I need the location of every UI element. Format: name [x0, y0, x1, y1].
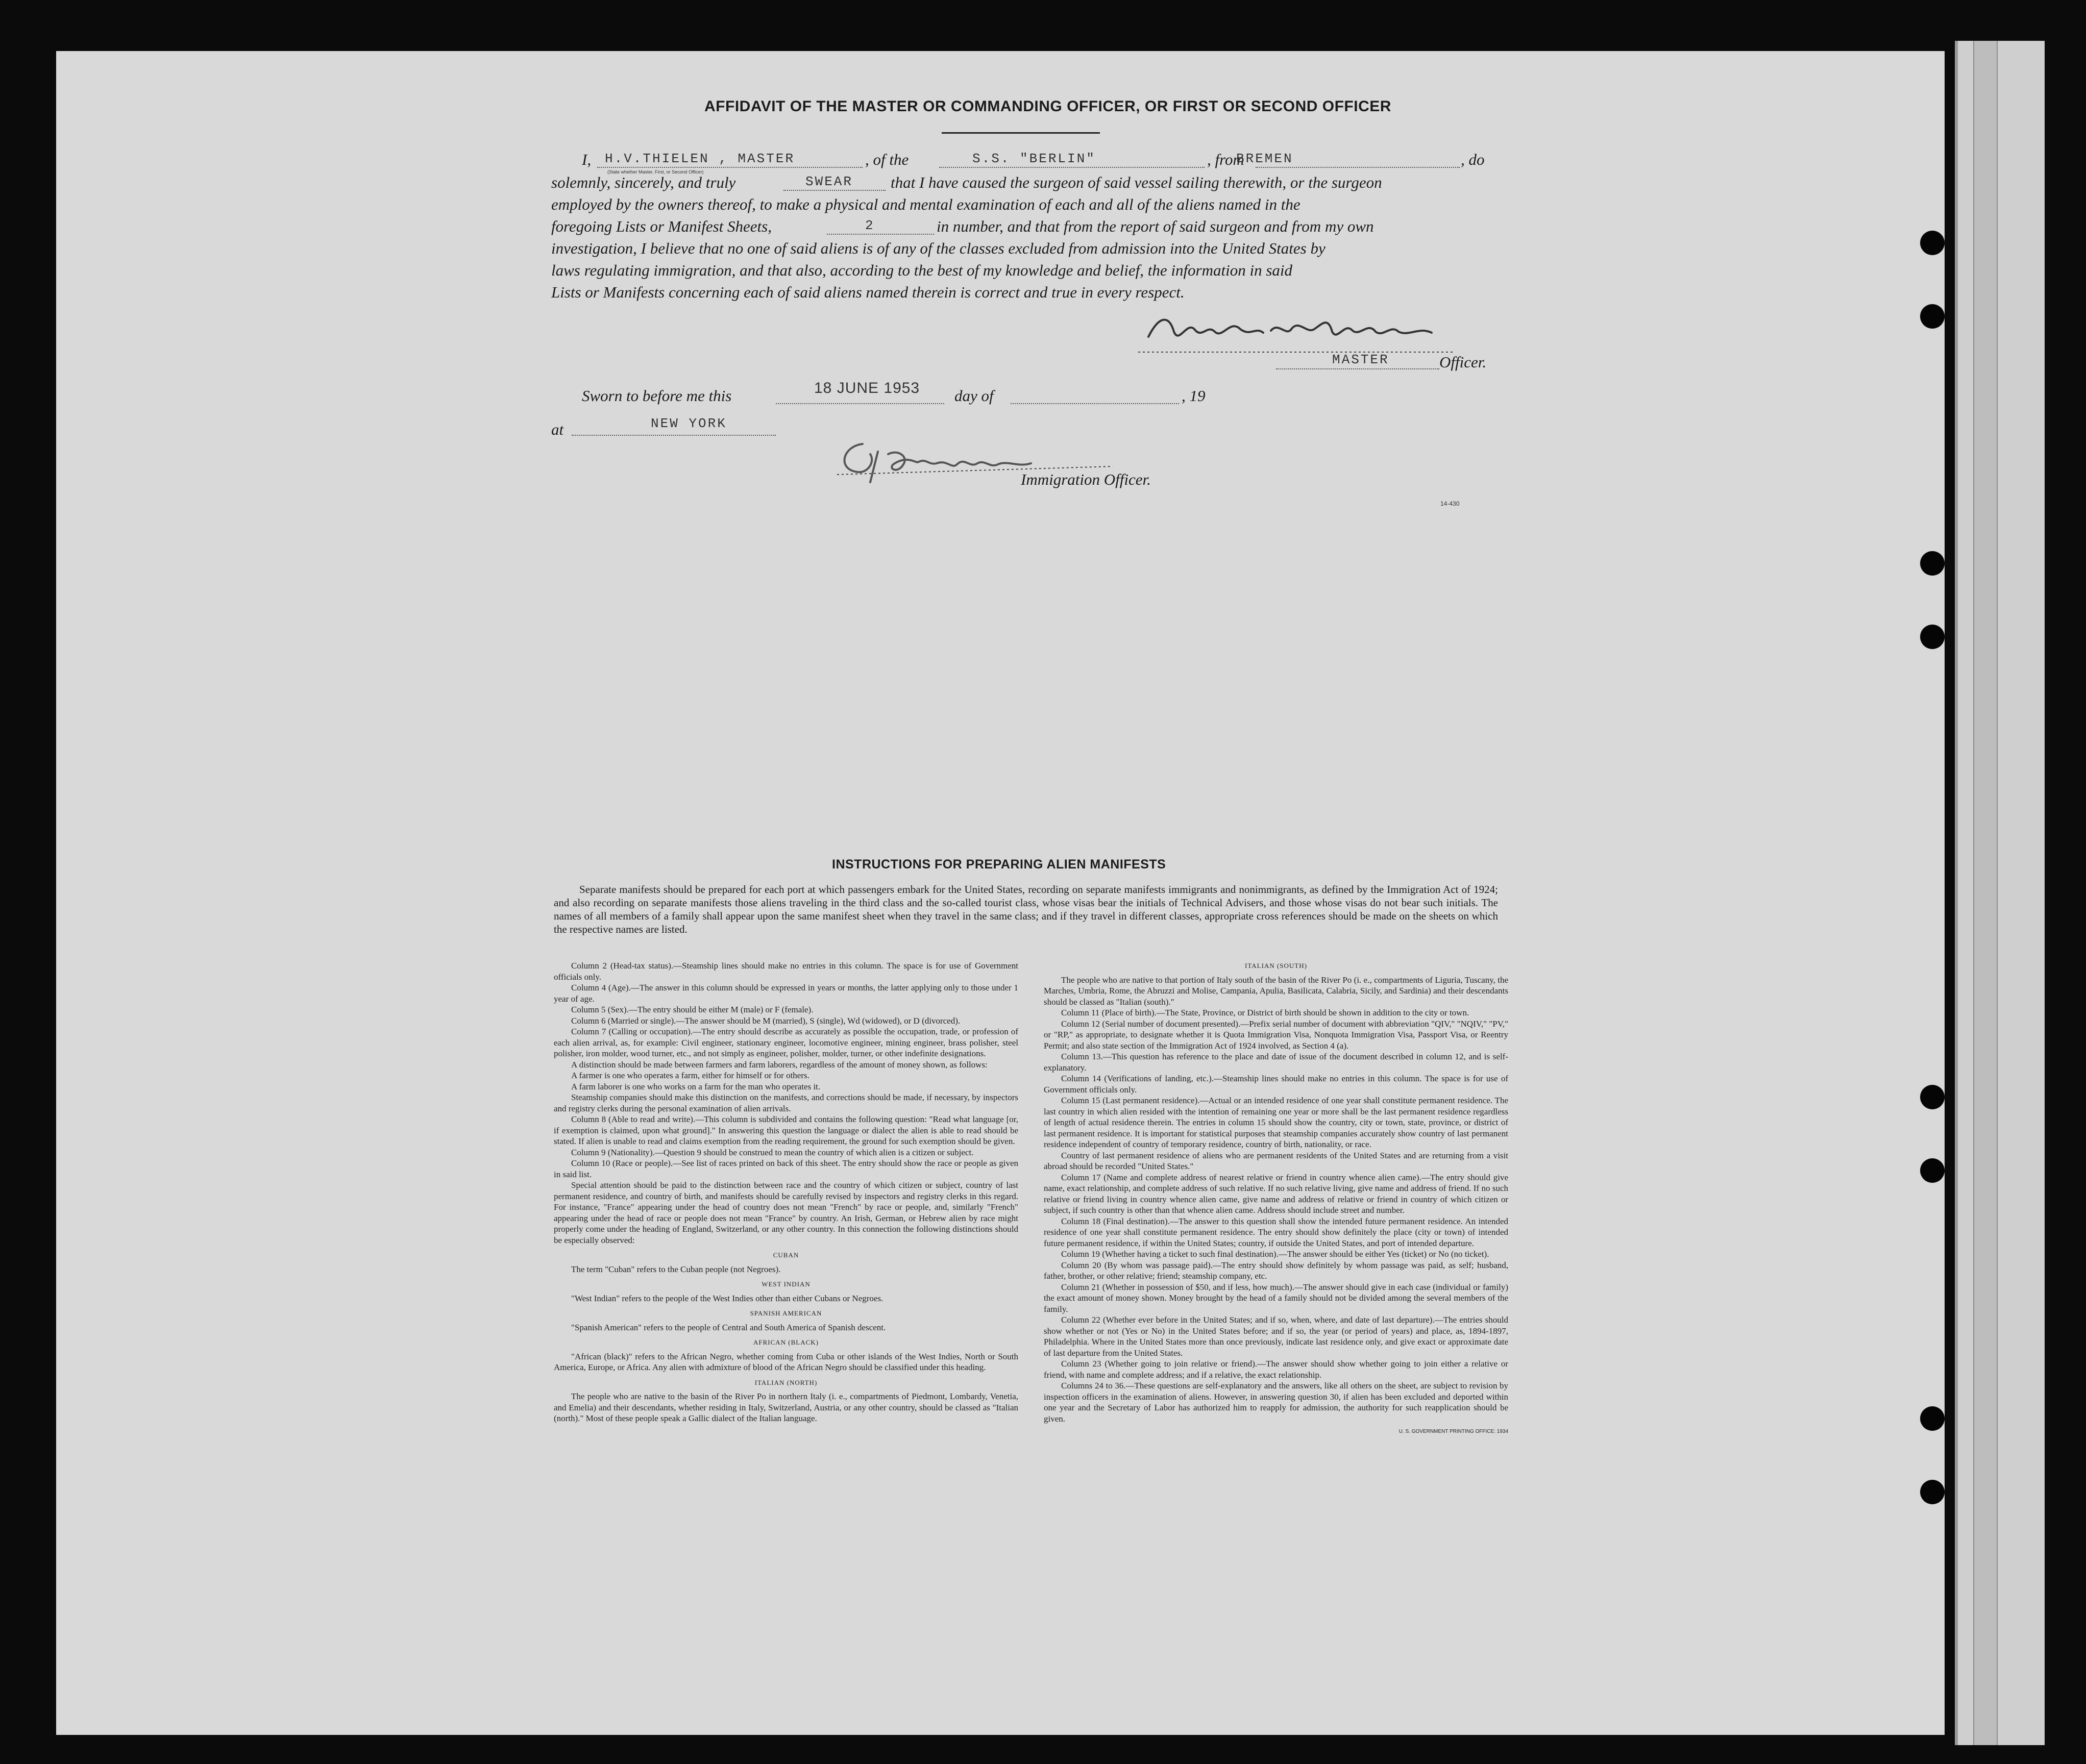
- instruction-paragraph: Column 20 (By whom was passage paid).—The entry should show definitely by whom passage was paid, as self; husband, father, brother, or other relative; friend; steamship company, etc.: [1044, 1260, 1508, 1281]
- officer-name-line: [597, 167, 863, 168]
- oath-line: [783, 190, 886, 191]
- instructions-intro: Separate manifests should be prepared for each port at which passengers embark for the United States, recording on separate manifests immigrants and nonimmigrants, as defined by the Immigration Act of 1924; and also recording on separate manifests those aliens traveling in the third class and the so-called tourist class, whose visas bear the initials of Technical Advisers, and those whose visas do not bear such initials. The names of all members of a family shall appear upon the same manifest sheet when they travel in the same class; and if they travel in different classes, appropriate cross references should be made on the sheets on which the respective names are listed.: [554, 883, 1498, 935]
- punch-hole: [1920, 1085, 1945, 1109]
- punch-hole: [1920, 1480, 1945, 1504]
- instruction-paragraph: Column 6 (Married or single).—The answer should be M (married), S (single), Wd (widowed), or D (divorced).: [571, 1015, 961, 1026]
- affidavit-from: , from: [1207, 151, 1244, 168]
- section-text-west-indian: "West Indian" refers to the people of the West Indies other than either Cubans or Negroes.: [571, 1293, 884, 1303]
- affidavit-i: I,: [582, 151, 592, 168]
- sheets-line: [827, 234, 934, 235]
- port-line: [1256, 167, 1460, 168]
- vessel-line: [939, 167, 1205, 168]
- officer-name-typed: H.V.THIELEN , MASTER: [605, 151, 795, 166]
- affidavit-line2-rest: that I have caused the surgeon of said vessel sailing therewith, or the surgeon: [891, 173, 1382, 191]
- punch-hole: [1920, 1158, 1945, 1183]
- instruction-paragraph: Column 13.—This question has reference to the place and date of issue of the document described in column 12, and is self-explanatory.: [1044, 1052, 1508, 1073]
- officer-label: Officer.: [1439, 353, 1487, 371]
- affidavit-of-the: , of the: [865, 151, 909, 168]
- instruction-paragraph: Column 8 (Able to read and write).—This column is subdivided and contains the following question: "Read what language [or, if exemption is claimed, upon what ground]." In answering this question the language or dialect the alien is able to read should be stated. If alien is unable to read and claims exemption from the reading requirement, the ground for such exemption should be given.: [554, 1114, 1018, 1146]
- instruction-paragraph: Columns 24 to 36.—These questions are self-explanatory and the answers, like all others on the sheet, are subject to revision by inspection officers in the examination of aliens. However, in answering question 30, if alien has been excluded and deported within one year and the Secretary of Labor has authorized him to reapply for admission, the authority for such reapplication should be given.: [1044, 1381, 1508, 1424]
- section-heading-cuban: CUBAN: [773, 1251, 799, 1259]
- section-heading-west-indian: WEST INDIAN: [762, 1280, 811, 1288]
- instruction-paragraph: Country of last permanent residence of aliens who are permanent residents of the United States and are returning from a visit abroad should be recorded "United States.": [1044, 1150, 1508, 1171]
- punch-hole: [1920, 551, 1945, 576]
- instructions-left-column: [554, 960, 1018, 1424]
- sheets-typed: 2: [865, 218, 875, 233]
- instruction-paragraph: Column 21 (Whether in possession of $50, and if less, how much).—The answer should give in each case (individual or family) the exact amount of money shown. Money brought by the head of a family should not be divided among the several members of the family.: [1044, 1282, 1508, 1314]
- affidavit-do: , do: [1461, 151, 1485, 168]
- instructions-right-column: [1044, 960, 1508, 1437]
- date-stamp: 18 JUNE 1953: [814, 380, 920, 396]
- sworn-month-line: [1011, 403, 1179, 404]
- instruction-paragraph: Column 17 (Name and complete address of nearest relative or friend in country whence alien came).—The entry should give name, exact relationship, and complete address of such relative. If no such relative living, give name and address of friend. If no such relative or friend living in country whence alien came, give name and address of relative or friend in country of which citizen or subject, if such country is other than that whence alien came. Address should include street and number.: [1044, 1172, 1508, 1215]
- instruction-paragraph: Column 19 (Whether having a ticket to such final destination).—The answer should be either Yes (ticket) or No (no ticket).: [1061, 1249, 1489, 1259]
- port-typed: BREMEN: [1236, 151, 1293, 166]
- section-heading-spanish-american: SPANISH AMERICAN: [750, 1309, 822, 1317]
- master-signature: [1138, 301, 1465, 357]
- place-typed: NEW YORK: [651, 416, 727, 431]
- punch-hole: [1920, 231, 1945, 255]
- form-number: 14-430: [1440, 500, 1460, 507]
- binding-strip: [1955, 41, 2045, 1745]
- vessel-typed: S.S. "BERLIN": [972, 151, 1096, 166]
- officer-title-line: [1276, 368, 1439, 369]
- at-label: at: [551, 420, 564, 438]
- instruction-paragraph: Column 14 (Verifications of landing, etc.).—Steamship lines should make no entries in this column. The space is for use of Government officials only.: [1044, 1074, 1508, 1095]
- instruction-paragraph: Column 11 (Place of birth).—The State, Province, or District of birth should be shown in addition to the city or town.: [1061, 1008, 1469, 1017]
- affidavit-line6: laws regulating immigration, and that also, according to the best of my knowledge and belief, the information in said: [551, 261, 1293, 279]
- instruction-paragraph: Steamship companies should make this distinction on the manifests, and corrections should be made, if necessary, by inspectors and registry clerks during the personal examination of alien arrivals.: [554, 1092, 1018, 1113]
- title-rule: [942, 132, 1100, 134]
- affidavit-line3: employed by the owners thereof, to make a physical and mental examination of each and all of the aliens named in the: [551, 195, 1300, 213]
- oath-typed: SWEAR: [805, 174, 853, 189]
- punch-hole: [1920, 625, 1945, 649]
- section-text-african: "African (black)" refers to the African Negro, whether coming from Cuba or other islands of the West Indies, North or South America, Europe, or Africa. Any alien with admixture of blood of the African Negro should be classified under this heading.: [554, 1351, 1018, 1372]
- instruction-paragraph: Special attention should be paid to the distinction between race and the country of which citizen or subject, country of last permanent residence, and country of birth, and manifests should be carefully revised by inspectors and registry clerks in this regard. For instance, "France" appearing under the head of country does not mean "French" by race or people, and, similarly "French" appearing under the head of race or people does not mean "France" by country. An Irish, German, or Hebrew alien by race might properly come under the heading of England, Switzerland, or any other country. In this connection the following distinctions should be especially observed:: [554, 1180, 1018, 1245]
- section-heading-italian-north: ITALIAN (NORTH): [754, 1378, 818, 1386]
- instruction-paragraph: The people who are native to that portion of Italy south of the basin of the River Po (i. e., compartments of Liguria, Tuscany, the Marches, Umbria, Rome, the Abruzzi and Molise, Campania, Apulia, Basilicata, Calabria, Sicily, and Sardinia) and their descendants should be classed as "Italian (south).": [1044, 975, 1508, 1007]
- instruction-paragraph: Column 4 (Age).—The answer in this column should be expressed in years or months, the latter applying only to those under 1 year of age.: [554, 983, 1018, 1004]
- instruction-paragraph: A farm laborer is one who works on a farm for the man who operates it.: [571, 1081, 821, 1091]
- affidavit-title: AFFIDAVIT OF THE MASTER OR COMMANDING OFFICER, OR FIRST OR SECOND OFFICER: [704, 98, 1391, 115]
- instruction-paragraph: Column 9 (Nationality).—Question 9 should be construed to mean the country of which alien is a citizen or subject.: [571, 1147, 974, 1157]
- sworn-day-line: [776, 403, 944, 404]
- instruction-paragraph: Column 12 (Serial number of document presented).—Prefix serial number of document with abbreviation "QIV," "NQIV," "PV," or "RP," as appropriate, to designate whether it is Quota Immigration Visa, Nonquota Immigration Visa, Passport Visa, or Reentry Permit; and also state section of the Immigration Act of 1924 involved, as Section 4 (a).: [1044, 1018, 1508, 1051]
- section-heading-italian-south: ITALIAN (SOUTH): [1245, 962, 1307, 970]
- affidavit-line7: Lists or Manifests concerning each of said aliens named therein is correct and true in every respect.: [551, 283, 1185, 301]
- instructions-title: INSTRUCTIONS FOR PREPARING ALIEN MANIFESTS: [832, 857, 1166, 872]
- year-label: , 19: [1182, 387, 1206, 405]
- printer-imprint: U. S. GOVERNMENT PRINTING OFFICE: 1934: [1398, 1429, 1508, 1434]
- instruction-paragraph: Column 23 (Whether going to join relative or friend).—The answer should show whether going to join either a relative or friend, with name and complete address; and if a relative, the exact relationship.: [1044, 1359, 1508, 1380]
- instruction-paragraph: Column 5 (Sex).—The entry should be either M (male) or F (female).: [571, 1005, 814, 1014]
- section-text-italian-north: The people who are native to the basin of the River Po in northern Italy (i. e., compartments of Piedmont, Lombardy, Venetia, and Emelia) and their descendants, whether residing in Italy, Switzerland, Austria, or any other country, should be classed as "Italian (north)." Most of these people speak a Gallic dialect of the Italian language.: [554, 1392, 1018, 1423]
- sworn-label: Sworn to before me this: [582, 387, 732, 405]
- instruction-paragraph: A distinction should be made between farmers and farm laborers, regardless of the amount of money shown, as follows:: [571, 1059, 988, 1070]
- instruction-paragraph: Column 18 (Final destination).—The answer to this question shall show the intended future permanent residence. An intended residence of one year shall constitute permanent residence. The entry should show definitely the place (city or town) of intended future permanent residence, if within the United States; country, if outside the United States, and port of intended departure.: [1044, 1216, 1508, 1248]
- punch-hole: [1920, 304, 1945, 329]
- section-text-spanish-american: "Spanish American" refers to the people of Central and South America of Spanish descent.: [571, 1322, 886, 1332]
- instruction-paragraph: Column 7 (Calling or occupation).—The entry should describe as accurately as possible the occupation, trade, or profession of each alien arrival, as, for example: Civil engineer, stationary engineer, locomotive engineer, mining engineer, brass polisher, steel polisher, iron molder, wood turner, etc., and not simply as engineer, polisher, molder, turner, or other indefinite designations.: [554, 1027, 1018, 1058]
- officer-note: (State whether Master, First, or Second Officer): [607, 169, 704, 175]
- immigration-officer-label: Immigration Officer.: [1021, 470, 1151, 488]
- rank-typed: MASTER: [1332, 352, 1389, 367]
- instruction-paragraph: Column 2 (Head-tax status).—Steamship lines should make no entries in this column. The space is for use of Government officials only.: [554, 961, 1018, 982]
- punch-hole: [1920, 1406, 1945, 1431]
- affidavit-line4-start: foregoing Lists or Manifest Sheets,: [551, 217, 772, 235]
- instruction-paragraph: Column 10 (Race or people).—See list of races printed on back of this sheet. The entry should show the race or people as given in said list.: [554, 1158, 1018, 1179]
- affidavit-line5: investigation, I believe that no one of said aliens is of any of the classes excluded from admission into the United States by: [551, 239, 1326, 257]
- section-heading-african: AFRICAN (BLACK): [753, 1338, 819, 1346]
- affidavit-line4-rest: in number, and that from the report of said surgeon and from my own: [937, 217, 1374, 235]
- section-text-cuban: The term "Cuban" refers to the Cuban people (not Negroes).: [571, 1264, 781, 1274]
- instruction-paragraph: A farmer is one who operates a farm, either for himself or for others.: [571, 1071, 809, 1080]
- affidavit-line2-start: solemnly, sincerely, and truly: [551, 173, 736, 191]
- instruction-paragraph: Column 22 (Whether ever before in the United States; and if so, when, where, and date of last departure).—The entries should show whether or not (Yes or No) in the United States before; and if so, the year (or period of years) and place, as, 1894-1897, Philadelphia. Where in the United States more than once previously, indicate last residence only, and give exact or approximate date of last departure from the United States.: [1044, 1315, 1508, 1358]
- place-line: [572, 435, 776, 436]
- day-of-label: day of: [954, 387, 994, 405]
- instruction-paragraph: Column 15 (Last permanent residence).—Actual or an intended residence of one year shall constitute permanent residence. The last country in which alien resided with the intention of remaining one year or more shall be the last permanent residence regardless of length of actual residence therein. The entries in column 15 should show the country, city or town, state, province, or district of last permanent residence. It is important for statistical purposes that steamship companies accurately show country of last permanent residence independent of country of temporary residence, country of birth, nationality, or race.: [1044, 1096, 1508, 1149]
